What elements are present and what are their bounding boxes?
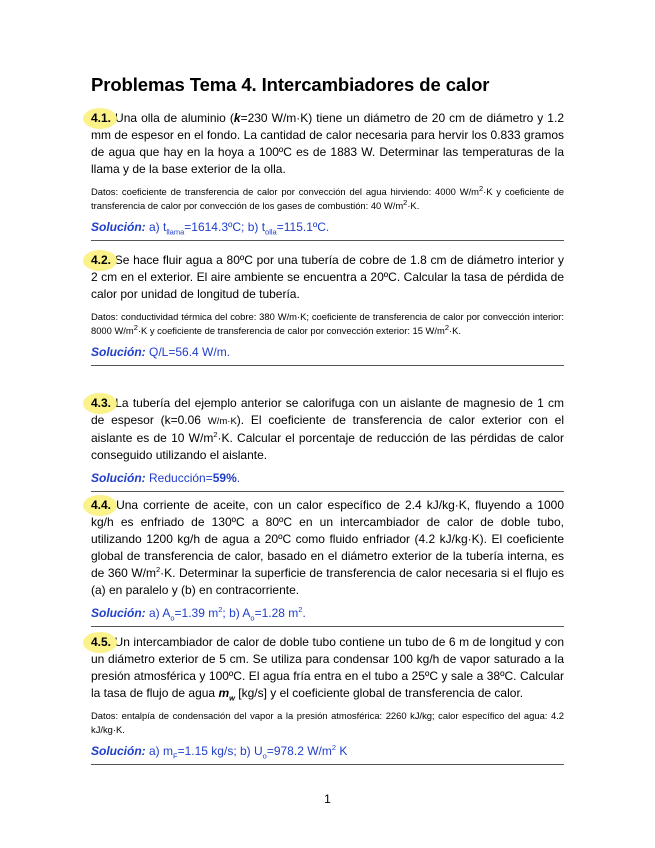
solution-label: Solución: [91, 744, 146, 758]
divider [91, 240, 564, 241]
problem-solution: Solución: Reducción=59%. [91, 471, 241, 485]
problem-number: 4.3. [91, 396, 112, 410]
page-title: Problemas Tema 4. Intercambiadores de calor [91, 74, 490, 95]
page-number: 1 [324, 792, 331, 806]
solution-label: Solución: [91, 220, 146, 234]
problem-statement: 4.5. Un intercambiador de calor de doble tubo contiene un tubo de 6 m de longitud y con un diámetro exterior de 5 cm. Se utiliza para condensar 100 kg/h de vapor saturado a la presión atmosférica y 100ºC. El agua fría entra en el tubo a 25ºC y sale a 38ºC. Calcular la tasa de flujo de agua $m_w$ [kg/s] y el coeficiente global de transferencia de calor. [91, 635, 564, 703]
problem-statement: 4.1. Una olla de aluminio (k=230 W/m·K) tiene un diámetro de 20 cm de diámetro y 1.2 mm de espesor en el fondo. La cantidad de calor necesaria para hervir los 0.833 gramos de agua que hay en la hoya a 100ºC es de 1883 W. Determinar las temperaturas de la llama y de la base exterior de la olla. [91, 111, 564, 176]
divider [91, 365, 564, 366]
divider [91, 626, 564, 627]
solution-label: Solución: [91, 606, 146, 620]
solution-label: Solución: [91, 345, 146, 359]
problem-data: Datos: conductividad térmica del cobre: 380 W/m·K; coeficiente de transferencia de calor por convección interior: 8000 $W/m^2\cdot K$ y coeficiente de transferencia de calor por convección exterior: 15 $W/m^2\cdot K$. [91, 311, 564, 336]
problem-number: 4.5. [91, 635, 112, 649]
problem-data: Datos: entalpía de condensación del vapor a la presión atmosférica: 2260 kJ/kg; calor específico del agua: 4.2 kJ/kg·K. [91, 710, 564, 735]
problem-4-1 [91, 110, 564, 241]
problem-statement: 4.2. Se hace fluir agua a 80ºC por una tubería de cobre de 1.8 cm de diámetro interior y 2 cm en el exterior. El aire ambiente se encuentra a 20ºC. Calcular la tasa de pérdida de calor por unidad de longitud de tubería. [91, 253, 564, 301]
problem-solution: Solución: Q/L=56.4 W/m. [91, 345, 231, 359]
problem-4-2 [91, 252, 564, 366]
problem-statement: 4.4. Una corriente de aceite, con un calor específico de 2.4 kJ/kg·K, fluyendo a 1000 kg/h es enfriado de 130ºC a 80ºC en un intercambiador de calor de doble tubo, utilizando 1200 kg/h de agua a 20ºC como fluido enfriador (4.2 kJ/kg·K). El coeficiente global de transferencia de calor, basado en el diámetro exterior de la tubería interna, es de 360 $W/m^2\cdot K$. Determinar la superficie de transferencia de calor necesaria si el flujo es (a) en paralelo y (b) en contracorriente. [91, 498, 565, 597]
problem-solution: Solución: a) $t_{llama}=1614.3ºC$; b) $t_{olla}=115.1ºC$. [91, 220, 330, 237]
problem-solution: Solución: a) $A_o=1.39$ $m^2$; b) $A_o=1.28$ $m^2$. [91, 605, 306, 623]
problem-4-4 [91, 497, 564, 627]
problem-statement: 4.3. La tubería del ejemplo anterior se calorifuga con un aislante de magnesio de 1 cm de espesor (k=0.06 W/m·K). El coeficiente de transferencia de calor exterior con el aislante es de 10 $W/m^2\cdot K$. Calcular el porcentaje de reducción de las pérdidas de calor conseguido utilizando el aislante. [91, 396, 565, 462]
divider [91, 764, 564, 765]
problem-number: 4.2. [91, 253, 112, 267]
solution-label: Solución: [91, 471, 146, 485]
problem-number: 4.4. [91, 498, 112, 512]
problem-data: Datos: coeficiente de transferencia de calor por convección del agua hirviendo: 4000 $W/m^2\cdot K$ y coeficiente de transferencia de calor por convección de los gases de combustión: 40 $W/m^2\cdot K$. [91, 183, 564, 211]
problem-number: 4.1. [91, 111, 112, 125]
problem-4-3 [91, 395, 564, 492]
problem-solution: Solución: a) $m_F=1.15$ kg/s; b) $U_o=978.2$ $W/m^2$ K [91, 743, 348, 761]
problem-4-5 [91, 634, 564, 765]
divider [91, 491, 564, 492]
